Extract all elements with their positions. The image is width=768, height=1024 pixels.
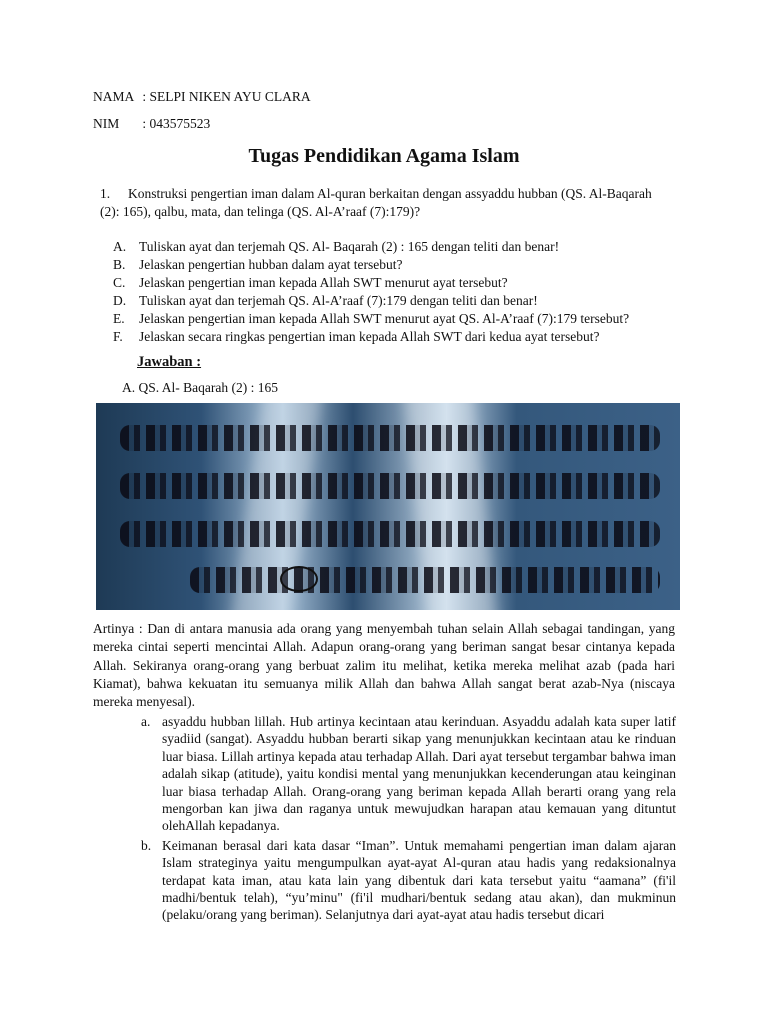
option-text: Jelaskan secara ringkas pengertian iman kepada Allah SWT dari kedua ayat tersebut? <box>139 329 600 344</box>
option-letter: F. <box>113 329 123 344</box>
explanation-list <box>141 713 676 924</box>
option-b <box>113 256 673 274</box>
item-text: asyaddu hubban lillah. Hub artinya kecintaan atau kerinduan. Asyaddu adalah kata super latif syadiid (sangat). Asyaddu hubban berarti sikap yang menunjukkan kecintaan atau ke rinduan luar biasa. Lillah artinya kepada atau terhadap Allah. Dari ayat tersebut tergambar bahwa iman adalah sikap (atitude), yaitu kondisi mental yang menunjukkan kecenderungan atau keinginan luar biasa terhadap Allah. Orang-orang yang beriman kepada Allah berarti orang yang rela mengorban kan jiwa dan raganya untuk mewujudkan harapan atau kemauan yang dituntut olehAllah kepadanya. <box>162 714 676 834</box>
option-a <box>113 238 673 256</box>
nim-label: NIM <box>93 116 120 131</box>
arabic-script-line <box>120 521 660 547</box>
nama-label: NAMA <box>93 89 135 104</box>
option-text: Jelaskan pengertian iman kepada Allah SWT menurut ayat QS. Al-A’raaf (7):179 tersebut? <box>139 311 630 326</box>
option-c <box>113 274 673 292</box>
arabic-script-line <box>190 567 660 593</box>
option-e <box>113 310 673 328</box>
nim-row <box>93 115 210 133</box>
option-letter: D. <box>113 293 127 308</box>
document-title: Tugas Pendidikan Agama Islam <box>248 145 520 167</box>
option-text: Tuliskan ayat dan terjemah QS. Al-A’raaf (7):179 dengan teliti dan benar! <box>139 293 538 308</box>
option-letter: B. <box>113 257 126 272</box>
option-text: Jelaskan pengertian iman kepada Allah SWT menurut ayat tersebut? <box>139 275 508 290</box>
item-letter: b. <box>141 837 152 853</box>
answer-subheading: A. QS. Al- Baqarah (2) : 165 <box>122 380 278 395</box>
quran-verse-image <box>96 403 680 610</box>
option-text: Jelaskan pengertian hubban dalam ayat tersebut? <box>139 257 403 272</box>
explanation-item-a <box>141 713 676 835</box>
option-letter: E. <box>113 311 125 326</box>
option-text: Tuliskan ayat dan terjemah QS. Al- Baqarah (2) : 165 dengan teliti dan benar! <box>139 239 560 254</box>
arabic-script-line <box>120 425 660 451</box>
question-number: 1. <box>100 186 111 201</box>
option-letter: C. <box>113 275 126 290</box>
nama-value: : SELPI NIKEN AYU CLARA <box>142 89 311 104</box>
answer-heading: Jawaban : <box>137 354 202 370</box>
question-text: Konstruksi pengertian iman dalam Al-quran berkaitan dengan assyaddu hubban (QS. Al-Baqarah (2): 165), qalbu, mata, dan telinga (QS. Al-A’raaf (7):179)? <box>100 186 652 219</box>
explanation-item-b <box>141 837 676 924</box>
arabic-script-line <box>120 473 660 499</box>
ayah-number-marker-icon <box>280 566 318 592</box>
item-text: Keimanan berasal dari kata dasar “Iman”. Untuk memahami pengertian iman dalam ajaran Islam strateginya yaitu mengumpulkan ayat-ayat Al-quran atau hadis yang redaksionalnya terdapat kata iman, atau kata lain yang dibentuk dari kata tersebut yaitu “aamana” (fi'il madhi/bentuk telah), “yu’minu" (fi'il mudhari/bentuk sedang atau akan), dan mukminun (pelaku/orang yang beriman). Selanjutnya dari ayat-ayat atau hadis tersebut dicari <box>162 837 676 923</box>
option-letter: A. <box>113 239 127 254</box>
nim-value: : 043575523 <box>142 116 211 131</box>
item-letter: a. <box>141 714 151 729</box>
translation-paragraph: Artinya : Dan di antara manusia ada orang yang menyembah tuhan selain Allah sebagai tandingan, yang mereka cintai seperti mencintai Allah. Adapun orang-orang yang beriman sangat besar cintanya kepada Allah. Sekiranya orang-orang yang berbuat zalim itu melihat, ketika mereka melihat azab (pada hari Kiamat), bahwa kekuatan itu semuanya milik Allah dan bahwa Allah sangat berat azab-Nya (niscaya mereka menyesal). <box>93 621 675 710</box>
option-f <box>113 328 673 346</box>
option-d <box>113 292 673 310</box>
question-1 <box>100 185 665 221</box>
nama-row <box>93 88 311 106</box>
question-options <box>113 238 673 346</box>
